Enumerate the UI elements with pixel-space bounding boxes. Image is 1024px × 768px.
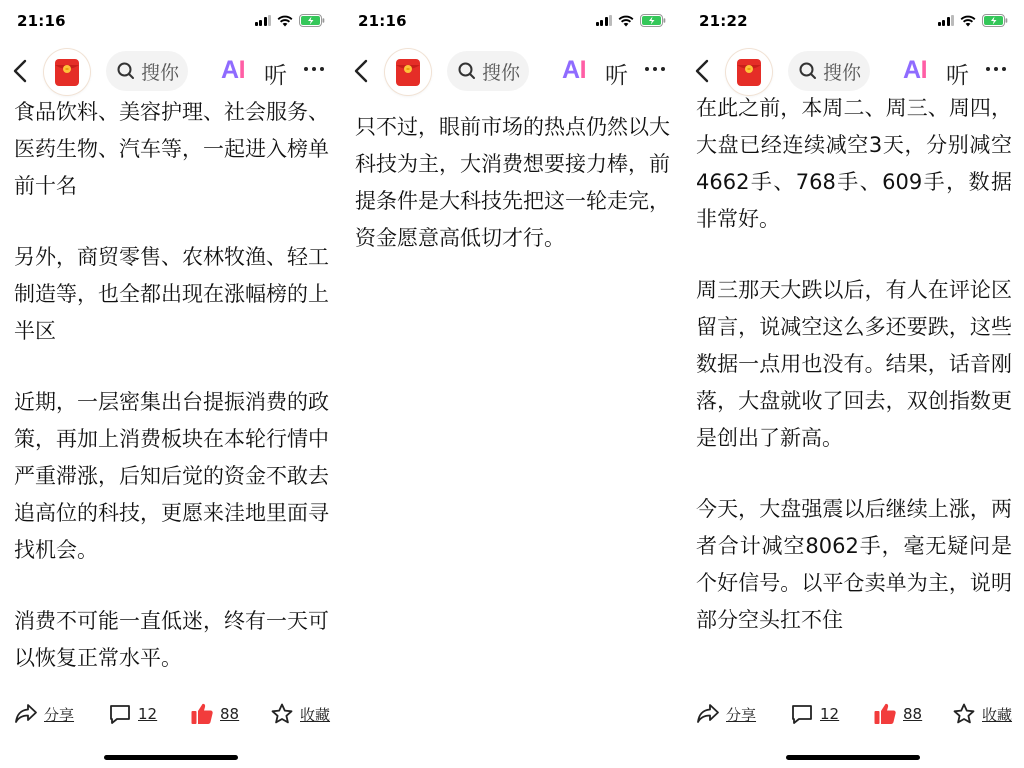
status-icons	[938, 14, 1009, 27]
ai-button[interactable]	[221, 56, 245, 85]
search-icon	[458, 62, 476, 80]
search-button[interactable]	[788, 51, 870, 91]
more-button[interactable]	[645, 59, 671, 79]
article-paragraph: 另外，商贸零售、农林牧渔、轻工制造等，也全都出现在涨幅榜的上半区	[14, 245, 329, 343]
listen-button[interactable]: 听	[605, 63, 628, 89]
red-envelope-icon	[393, 56, 423, 88]
back-button[interactable]	[349, 57, 373, 85]
home-indicator[interactable]	[786, 755, 920, 760]
article-paragraph: 今天，大盘强震以后继续上涨，两者合计减空8062手，毫无疑问是个好信号。以平仓卖单为主，说明部分空头扛不住	[696, 497, 1012, 632]
ai-label-a: A	[562, 56, 580, 84]
more-button[interactable]	[304, 59, 330, 79]
status-time: 21:22	[699, 12, 748, 30]
favorite-label: 收藏	[300, 705, 331, 724]
wifi-icon	[618, 15, 634, 27]
ai-label-i: I	[920, 56, 928, 84]
wifi-icon	[277, 15, 293, 27]
status-bar	[682, 0, 1024, 44]
search-placeholder: 搜你	[482, 61, 521, 84]
article-body	[14, 94, 329, 688]
red-envelope-icon	[734, 56, 764, 88]
top-nav	[682, 46, 1024, 96]
back-button[interactable]	[690, 57, 714, 85]
share-label: 分享	[44, 705, 75, 724]
share-label: 分享	[726, 705, 757, 724]
search-placeholder: 搜你	[823, 61, 862, 84]
status-bar	[0, 0, 341, 44]
like-button[interactable]	[873, 700, 922, 728]
comment-count: 12	[820, 705, 840, 723]
signal-icon	[938, 15, 955, 26]
more-icon	[986, 67, 990, 71]
battery-icon	[299, 14, 325, 27]
share-button[interactable]	[696, 700, 756, 728]
back-icon	[695, 59, 709, 83]
battery-icon	[640, 14, 666, 27]
star-icon	[270, 702, 294, 726]
red-envelope-button[interactable]	[726, 49, 772, 95]
favorite-button[interactable]	[952, 700, 1012, 728]
action-bar	[0, 694, 341, 734]
status-time: 21:16	[358, 12, 407, 30]
status-icons	[255, 14, 326, 27]
article-body	[355, 109, 670, 688]
wifi-icon	[960, 15, 976, 27]
back-icon	[13, 59, 27, 83]
search-icon	[799, 62, 817, 80]
search-button[interactable]	[447, 51, 529, 91]
action-bar	[682, 694, 1024, 734]
screen-3	[682, 0, 1024, 768]
ai-label-a: A	[221, 56, 239, 84]
red-envelope-button[interactable]	[385, 49, 431, 95]
status-bar	[341, 0, 682, 44]
status-time: 21:16	[17, 12, 66, 30]
comment-count: 12	[138, 705, 158, 723]
article-paragraph: 食品饮料、美容护理、社会服务、医药生物、汽车等，一起进入榜单前十名	[14, 100, 329, 198]
comment-icon	[790, 703, 814, 725]
ai-label-i: I	[238, 56, 246, 84]
more-icon	[645, 67, 649, 71]
article-paragraph: 周三那天大跌以后，有人在评论区留言，说减空这么多还要跌，这些数据一点用也没有。结果，话音刚落，大盘就收了回去，双创指数更是创出了新高。	[696, 278, 1012, 450]
favorite-label: 收藏	[982, 705, 1013, 724]
signal-icon	[255, 15, 272, 26]
back-icon	[354, 59, 368, 83]
article-paragraph: 近期，一层密集出台提振消费的政策，再加上消费板块在本轮行情中严重滞涨，后知后觉的资金不敢去追高位的科技，更愿来洼地里面寻找机会。	[14, 390, 329, 562]
like-button[interactable]	[190, 700, 239, 728]
screen-1	[0, 0, 341, 768]
comment-icon	[108, 703, 132, 725]
ai-label-a: A	[903, 56, 921, 84]
search-placeholder: 搜你	[141, 61, 180, 84]
share-button[interactable]	[14, 700, 74, 728]
ai-label-i: I	[579, 56, 587, 84]
red-envelope-icon	[52, 56, 82, 88]
ai-button[interactable]	[562, 56, 586, 85]
status-icons	[596, 14, 667, 27]
signal-icon	[596, 15, 613, 26]
favorite-button[interactable]	[270, 700, 330, 728]
like-icon	[190, 702, 214, 726]
battery-icon	[982, 14, 1008, 27]
screen-2	[341, 0, 682, 768]
article-body	[696, 90, 1012, 688]
top-nav	[0, 46, 341, 96]
back-button[interactable]	[8, 57, 32, 85]
ai-button[interactable]	[903, 56, 927, 85]
top-nav	[341, 46, 682, 96]
comment-button[interactable]	[790, 700, 839, 728]
listen-button[interactable]: 听	[946, 63, 969, 89]
like-count: 88	[220, 705, 240, 723]
share-icon	[696, 703, 720, 725]
home-indicator[interactable]	[104, 755, 238, 760]
more-icon	[304, 67, 308, 71]
red-envelope-button[interactable]	[44, 49, 90, 95]
article-paragraph: 消费不可能一直低迷，终有一天可以恢复正常水平。	[14, 609, 329, 670]
comment-button[interactable]	[108, 700, 157, 728]
article-paragraph: 只不过，眼前市场的热点仍然以大科技为主，大消费想要接力棒，前提条件是大科技先把这一轮走完，资金愿意高低切才行。	[355, 115, 670, 250]
search-icon	[117, 62, 135, 80]
article-paragraph: 在此之前，本周二、周三、周四，大盘已经连续减空3天，分别减空4662手、768手、609手，数据非常好。	[696, 96, 1012, 231]
star-icon	[952, 702, 976, 726]
share-icon	[14, 703, 38, 725]
search-button[interactable]	[106, 51, 188, 91]
like-icon	[873, 702, 897, 726]
listen-button[interactable]: 听	[264, 63, 287, 89]
more-button[interactable]	[986, 59, 1012, 79]
like-count: 88	[903, 705, 923, 723]
